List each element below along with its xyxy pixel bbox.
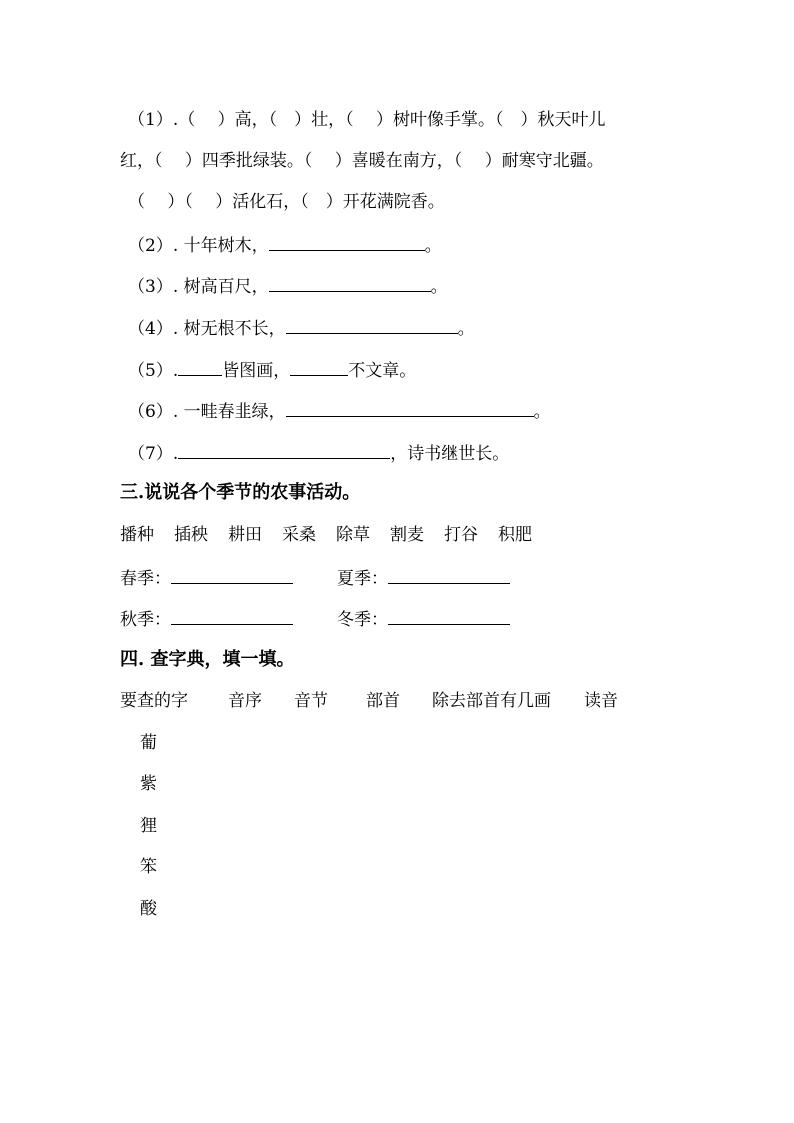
section-3-title: 三.说说各个季节的农事活动。 <box>120 482 361 503</box>
header-character: 要查的字 <box>120 691 188 711</box>
q4 <box>128 315 475 341</box>
q4-prefix: （4）. 树无根不长， <box>128 319 286 339</box>
q3-answer-blank[interactable] <box>269 273 431 292</box>
lookup-character: 狸 <box>140 816 157 836</box>
q2-suffix: 。 <box>424 236 442 256</box>
activity-word: 插秧 <box>174 525 208 545</box>
q6-prefix: （6）. 一畦春韭绿， <box>128 402 286 422</box>
q6-suffix: 。 <box>533 402 551 422</box>
season-row-2 <box>120 606 510 632</box>
winter-answer-blank[interactable] <box>388 606 510 625</box>
summer-label: 夏季： <box>337 569 388 589</box>
spring-answer-blank[interactable] <box>171 565 293 584</box>
q5-answer-blank-1[interactable] <box>178 357 222 376</box>
autumn-answer-blank[interactable] <box>171 606 293 625</box>
lookup-character: 笨 <box>140 857 157 877</box>
q4-answer-blank[interactable] <box>286 315 458 334</box>
q7 <box>128 440 509 466</box>
q1-line-1: （1）.（ ）高，（ ）壮，（ ）树叶像手掌。（ ）秋天叶儿 <box>128 110 606 130</box>
header-syllable: 音节 <box>294 691 328 711</box>
dictionary-table-header <box>120 689 618 713</box>
header-pronunciation: 读音 <box>584 691 618 711</box>
activity-word: 打谷 <box>444 525 478 545</box>
q3-prefix: （3）. 树高百尺， <box>128 277 269 297</box>
q5 <box>128 357 416 383</box>
summer-answer-blank[interactable] <box>388 565 510 584</box>
activity-word: 割麦 <box>390 525 424 545</box>
q3 <box>128 273 448 299</box>
activity-word: 采桑 <box>282 525 316 545</box>
q2-answer-blank[interactable] <box>269 232 425 251</box>
activity-word: 耕田 <box>228 525 262 545</box>
spring-label: 春季： <box>120 569 171 589</box>
q2 <box>128 232 442 258</box>
section-4-title: 四. 查字典，填一填。 <box>120 649 295 670</box>
activity-word: 除草 <box>336 525 370 545</box>
season-row-1 <box>120 565 510 591</box>
q7-prefix: （7）. <box>128 444 179 464</box>
q1-line-3: （ ）（ ）活化石，（ ）开花满院香。 <box>128 192 445 212</box>
q7-answer-blank[interactable] <box>178 440 390 459</box>
header-stroke-count: 除去部首有几画 <box>432 691 551 711</box>
header-initial: 音序 <box>228 691 262 711</box>
lookup-character: 葡 <box>140 733 157 753</box>
activity-word: 积肥 <box>498 525 532 545</box>
q4-suffix: 。 <box>457 319 475 339</box>
q1-line-2: 红，（ ）四季批绿装。（ ）喜暖在南方，（ ）耐寒守北疆。 <box>120 151 604 171</box>
activity-list <box>120 523 552 547</box>
activity-word: 播种 <box>120 525 154 545</box>
winter-label: 冬季： <box>337 610 388 630</box>
q5-suffix: 不文章。 <box>348 361 417 381</box>
q5-middle: 皆图画， <box>222 361 291 381</box>
autumn-label: 秋季： <box>120 610 171 630</box>
q3-suffix: 。 <box>430 277 448 297</box>
q2-prefix: （2）. 十年树木， <box>128 236 269 256</box>
q5-answer-blank-2[interactable] <box>290 357 348 376</box>
q6 <box>128 398 551 424</box>
header-radical: 部首 <box>366 691 400 711</box>
lookup-character: 紫 <box>140 774 157 794</box>
q5-prefix: （5）. <box>128 361 179 381</box>
q6-answer-blank[interactable] <box>286 398 534 417</box>
q7-suffix: ，诗书继世长。 <box>390 444 510 464</box>
lookup-character: 酸 <box>140 899 157 919</box>
